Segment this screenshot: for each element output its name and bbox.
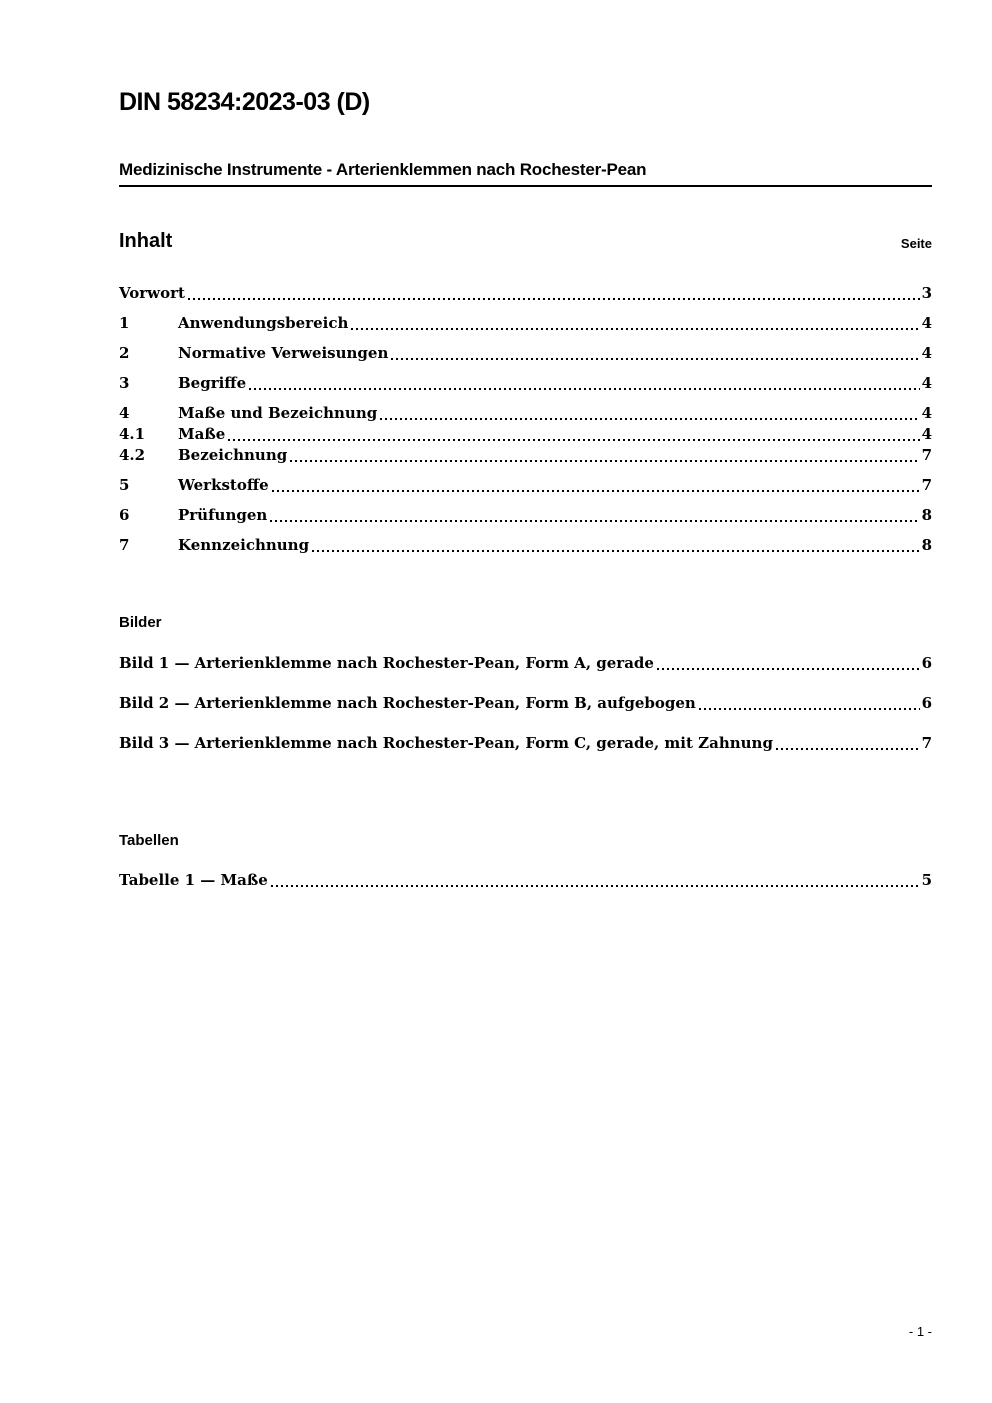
toc-entry-page: 7 bbox=[921, 476, 932, 494]
toc-entry bbox=[119, 314, 932, 333]
toc-entry-number: 4 bbox=[119, 404, 130, 422]
toc-entry bbox=[119, 284, 932, 303]
toc-entry-page: 4 bbox=[921, 425, 932, 443]
toc-entry bbox=[119, 506, 932, 525]
dot-leader bbox=[270, 520, 919, 522]
toc-entry bbox=[119, 374, 932, 393]
dot-leader bbox=[699, 708, 920, 710]
toc-entry-number: 2 bbox=[119, 344, 130, 362]
toc-heading: Inhalt bbox=[119, 230, 173, 252]
page-column-label: Seite bbox=[900, 236, 932, 251]
table-entry-label: Tabelle 1 — Maße bbox=[119, 871, 268, 889]
figure-entry-page: 6 bbox=[921, 694, 932, 712]
toc-entry-page: 3 bbox=[921, 284, 932, 302]
toc-entry-label: Maße bbox=[178, 425, 226, 443]
figures-heading: Bilder bbox=[119, 614, 162, 631]
figure-entry-label: Bild 3 — Arterienklemme nach Rochester-Pean, Form C, gerade, mit Zahnung bbox=[119, 734, 773, 752]
figure-entry bbox=[119, 734, 932, 753]
toc-entry bbox=[119, 425, 932, 444]
toc-entry-label: Kennzeichnung bbox=[178, 536, 310, 554]
footer-page-number: - 1 - bbox=[908, 1324, 932, 1339]
figure-entry bbox=[119, 654, 932, 673]
toc-entry-number: 4.2 bbox=[119, 446, 146, 464]
toc-entry-page: 4 bbox=[921, 404, 932, 422]
figure-entry-page: 7 bbox=[921, 734, 932, 752]
toc-entry-page: 4 bbox=[921, 344, 932, 362]
dot-leader bbox=[312, 550, 919, 552]
toc-entry-number: 7 bbox=[119, 536, 130, 554]
toc-header bbox=[119, 229, 932, 253]
dot-leader bbox=[657, 668, 920, 670]
dot-leader bbox=[380, 418, 919, 420]
toc-entry-number: 4.1 bbox=[119, 425, 146, 443]
toc-entry-label: Werkstoffe bbox=[178, 476, 269, 494]
dot-leader bbox=[249, 388, 919, 390]
toc-entry-page: 8 bbox=[921, 506, 932, 524]
toc-entry bbox=[119, 344, 932, 363]
dot-leader bbox=[271, 885, 920, 887]
toc-entry-number: 1 bbox=[119, 314, 130, 332]
toc-entry bbox=[119, 404, 932, 423]
dot-leader bbox=[351, 328, 919, 330]
dot-leader bbox=[228, 439, 919, 441]
dot-leader bbox=[290, 460, 919, 462]
document-subtitle: Medizinische Instrumente - Arterienklemmen nach Rochester-Pean bbox=[119, 160, 932, 187]
toc-entry-label: Anwendungsbereich bbox=[178, 314, 349, 332]
toc-entry-page: 4 bbox=[921, 374, 932, 392]
toc-entry-number: 5 bbox=[119, 476, 130, 494]
toc-entry-number: 6 bbox=[119, 506, 130, 524]
toc-entry-label: Normative Verweisungen bbox=[178, 344, 389, 362]
document-title: DIN 58234:2023-03 (D) bbox=[119, 88, 370, 116]
figure-entry-label: Bild 2 — Arterienklemme nach Rochester-Pean, Form B, aufgebogen bbox=[119, 694, 696, 712]
figure-entry-page: 6 bbox=[921, 654, 932, 672]
toc-entry-page: 7 bbox=[921, 446, 932, 464]
table-entry bbox=[119, 871, 932, 890]
dot-leader bbox=[188, 298, 920, 300]
figure-entry-label: Bild 1 — Arterienklemme nach Rochester-Pean, Form A, gerade bbox=[119, 654, 654, 672]
table-entry-page: 5 bbox=[921, 871, 932, 889]
toc-entry-label: Bezeichnung bbox=[178, 446, 288, 464]
toc-entry-label: Maße und Bezeichnung bbox=[178, 404, 378, 422]
dot-leader bbox=[272, 490, 920, 492]
page-content bbox=[119, 0, 932, 890]
dot-leader bbox=[391, 358, 919, 360]
figure-entry bbox=[119, 694, 932, 713]
toc-entry bbox=[119, 536, 932, 555]
toc-entry-number: 3 bbox=[119, 374, 130, 392]
toc-entry-label: Prüfungen bbox=[178, 506, 268, 524]
toc-entry-label: Begriffe bbox=[178, 374, 247, 392]
dot-leader bbox=[776, 748, 920, 750]
toc-entry bbox=[119, 446, 932, 465]
toc-entry bbox=[119, 476, 932, 495]
toc-entry-page: 4 bbox=[921, 314, 932, 332]
tables-heading: Tabellen bbox=[119, 832, 179, 849]
toc-entry-page: 8 bbox=[921, 536, 932, 554]
toc-entry-label: Vorwort bbox=[119, 284, 185, 302]
